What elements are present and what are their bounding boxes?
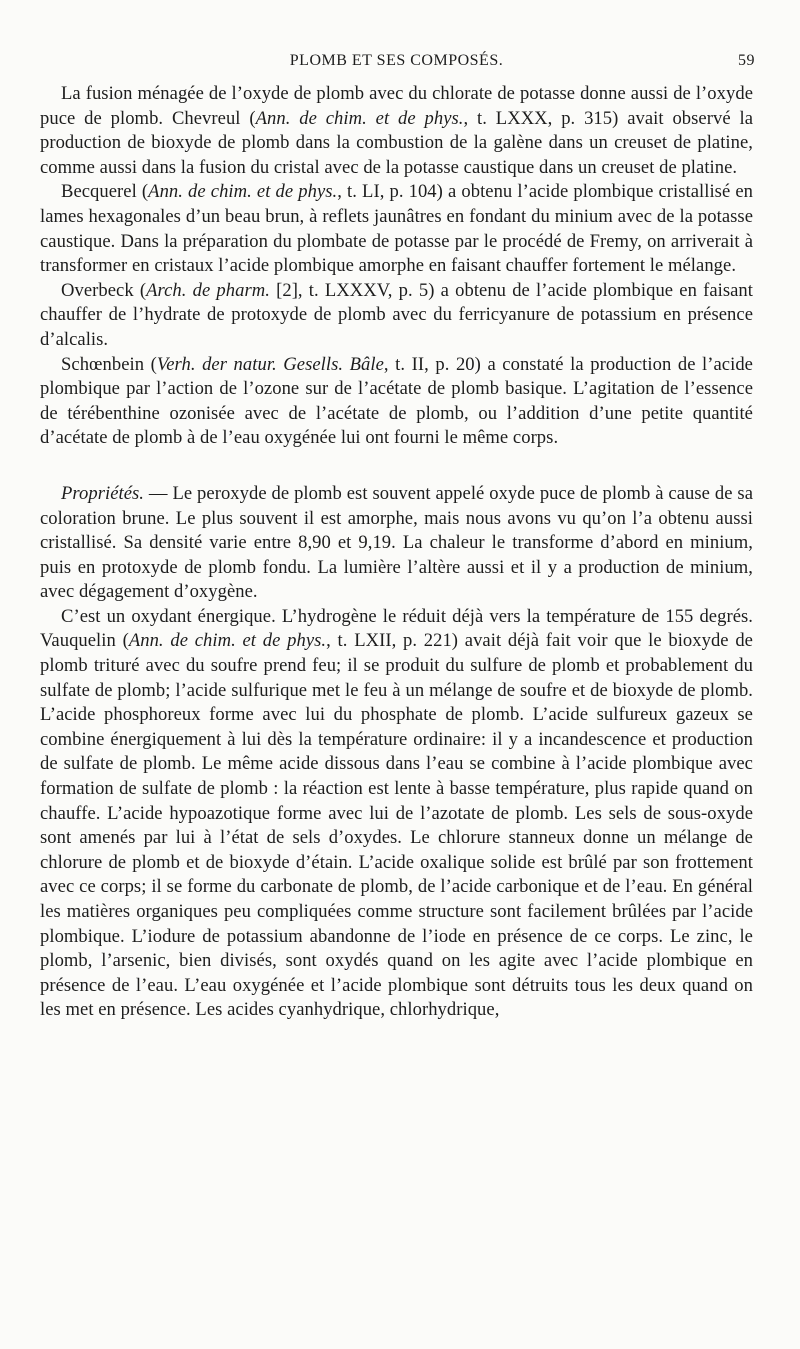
text-run: , t. LI, p. 104) a obtenu l’acide plombique cristallisé en lames hexagonales d’un beau brun, à reflets jaunâtres en fondant du minium avec de la potasse caustique. Dans la préparation du plombate de potasse par le procédé de Fremy, on arriverait à transformer en cristaux l’acide plombique amorphe en faisant chauffer fortement le mélange. <box>40 181 753 277</box>
text-run: , t. II, p. 20) a constaté la production de l’acide plombique par l’action de l’ozone sur de l’acétate de plomb basique. L’agitation de l’essence de térébenthine ozonisée avec de l’acétate de plomb, ou l’addition d’une petite quantité d’acétate de plomb à de l’eau oxygénée lui ont fourni le même corps. <box>40 353 753 449</box>
text-run: [2], t. LXXXV, p. 5) a obtenu de l’acide plombique en faisant chauffer de l’hydrate de protoxyde de plomb avec du ferricyanure de potassium en présence d’alcalis. <box>40 279 753 350</box>
italic-text: Ann. de chim. et de phys. <box>148 181 338 203</box>
section-gap <box>40 451 753 482</box>
italic-text: Ann. de chim. et de phys. <box>255 107 464 129</box>
running-title: PLOMB ET SES COMPOSÉS. <box>289 52 504 69</box>
text-run: La fusion ménagée de l’oxyde de plomb avec du chlorate de potasse donne aussi de l’oxyde puce de plomb. Chevreul ( <box>40 83 753 129</box>
text-run: — Le peroxyde de plomb est souvent appelé oxyde puce de plomb à cause de sa coloration brune. Le plus souvent il est amorphe, mais nous avons vu qu’on l’a obtenu aussi cristallisé. Sa densité varie entre 8,90 et 9,19. La chaleur le transforme d’abord en minium, puis en protoxyde de plomb fondu. La lumière l’altère aussi et il y a production de minium, avec dégagement d’oxygène. <box>40 482 753 603</box>
paragraph <box>40 482 753 605</box>
paragraph <box>40 82 753 180</box>
italic-text: Propriétés. <box>61 482 145 504</box>
italic-text: Arch. de pharm. <box>146 279 270 301</box>
paragraph <box>40 180 753 278</box>
body-text <box>40 82 753 1023</box>
text-run: Schœnbein ( <box>61 353 157 375</box>
paragraph <box>40 605 753 1023</box>
paragraph <box>40 279 753 353</box>
text-run: , t. LXII, p. 221) avait déjà fait voir que le bioxyde de plomb trituré avec du soufre prend feu; il se produit du sulfure de plomb et probablement du sulfate de plomb; l’acide sulfurique met le feu à un mélange de soufre et de bioxyde de plomb. L’acide phosphoreux forme avec lui du phosphate de plomb. L’acide sulfureux gazeux se combine énergiquement à lui dès la température ordinaire: il y a incandescence et production de sulfate de plomb. Le même acide dissous dans l’eau se combine à l’acide plombique avec formation de sulfate de plomb : la réaction est lente à basse température, plus rapide quand on chauffe. L’acide hypoazotique forme avec lui de l’azotate de plomb. Les sels de sous-oxyde sont amenés par lui à l’état de sels d’oxydes. Le chlorure stanneux donne un mélange de chlorure de plomb et de bioxyde d’étain. L’acide oxalique solide est brûlé par son frottement avec ce corps; il se forme du carbonate de plomb, de l’acide carbonique et de l’eau. En général les matières organiques peu compliquées comme structure sont facilement brûlées par l’acide plombique. L’iodure de potassium abandonne de l’iode en présence de ce corps. Le zinc, le plomb, l’arsenic, bien divisés, sont oxydés quand on les agite avec l’acide plombique en présence de l’eau. L’eau oxygénée et l’acide plombique sont détruits tous les deux quand on les met en présence. Les acides cyanhydrique, chlorhydrique, <box>40 630 753 1021</box>
text-run: , t. LXXX, p. 315) avait observé la production de bioxyde de plomb dans la combustion de la galène dans un creuset de platine, comme aussi dans la fusion du cristal avec de la potasse caustique dans un creuset de platine. <box>40 107 753 178</box>
text-run: Becquerel ( <box>61 181 149 203</box>
italic-text: Ann. de chim. et de phys. <box>128 630 327 652</box>
paragraph <box>40 353 753 451</box>
italic-text: Verh. der natur. Gesells. Bâle <box>156 353 384 375</box>
page-header <box>40 52 753 82</box>
text-run: Overbeck ( <box>61 279 147 301</box>
text-run: C’est un oxydant énergique. L’hydrogène le réduit déjà vers la température de 155 degrés. Vauquelin ( <box>40 605 753 652</box>
page-number: 59 <box>738 52 755 69</box>
